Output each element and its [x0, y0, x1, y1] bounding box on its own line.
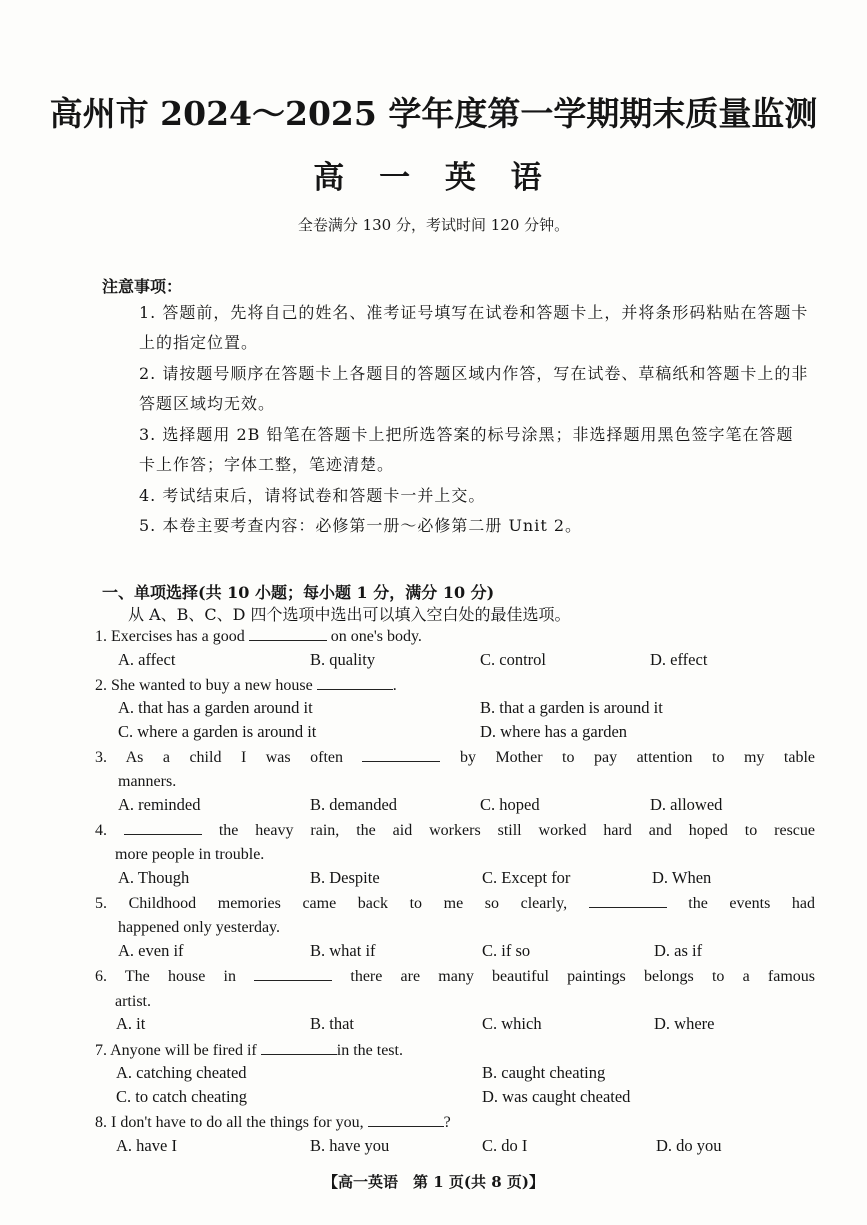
- q3-option-a: A. reminded: [118, 795, 201, 814]
- q5-option-b: B. what if: [310, 941, 376, 960]
- q6-option-a: A. it: [116, 1014, 146, 1033]
- q7-option-d: D. was caught cheated: [482, 1087, 631, 1106]
- q2-option-a: A. that has a garden around it: [118, 698, 313, 717]
- q3-option-b: B. demanded: [310, 795, 398, 814]
- q4-option-a: A. Though: [118, 868, 190, 887]
- question-1-stem: 1. Exercises has a good on one's body.: [95, 628, 422, 645]
- page-footer: 【高一英语 第 1 页(共 8 页)】: [323, 1173, 544, 1191]
- answer-blank: [589, 893, 667, 908]
- notice-item-5: 5. 本卷主要考查内容：必修第一册～必修第二册 Unit 2。: [139, 516, 583, 535]
- notice-item-2: 2. 请按题号顺序在答题卡上各题目的答题区域内作答，写在试卷、草稿纸和答题卡上的非答题区域均无效。: [139, 364, 809, 413]
- q1-option-b: B. quality: [310, 650, 376, 669]
- answer-blank: [124, 820, 202, 835]
- q7-option-a: A. catching cheated: [116, 1063, 247, 1082]
- section-heading: 一、单项选择(共 10 小题；每小题 1 分，满分 10 分): [102, 583, 495, 602]
- notice-item-4: 4. 考试结束后，请将试卷和答题卡一并上交。: [139, 486, 486, 505]
- q3-option-d: D. allowed: [650, 795, 723, 814]
- question-3-stem-line2: manners.: [118, 773, 177, 790]
- q3-option-c: C. hoped: [480, 795, 540, 814]
- question-6-stem: 6. The house in there are many beautiful paintings belongs to a famous: [95, 968, 815, 985]
- question-7-stem: 7. Anyone will be fired if in the test.: [95, 1042, 403, 1059]
- question-4-stem-line2: more people in trouble.: [115, 846, 265, 863]
- question-5-stem: 5. Childhood memories came back to me so clearly, the events had: [95, 895, 816, 912]
- q1-option-c: C. control: [480, 650, 546, 669]
- q1-option-a: A. affect: [118, 650, 176, 669]
- q5-option-a: A. even if: [118, 941, 184, 960]
- answer-blank: [368, 1112, 444, 1127]
- question-6-stem-line2: artist.: [115, 993, 151, 1010]
- subject-title: 高 一 英 语: [313, 160, 554, 196]
- q7-option-b: B. caught cheating: [482, 1063, 606, 1082]
- q4-option-c: C. Except for: [482, 868, 571, 887]
- question-2-stem: 2. She wanted to buy a new house .: [95, 677, 397, 694]
- notice-item-3: 3. 选择题用 2B 铅笔在答题卡上把所选答案的标号涂黑；非选择题用黑色签字笔在答题卡上作答；字体工整，笔迹清楚。: [139, 425, 794, 474]
- question-8-stem: 8. I don't have to do all the things for you, ?: [95, 1114, 451, 1131]
- exam-info: 全卷满分 130 分，考试时间 120 分钟。: [297, 216, 570, 234]
- answer-blank: [317, 675, 393, 690]
- q1-option-d: D. effect: [650, 650, 708, 669]
- q2-option-d: D. where has a garden: [480, 722, 628, 741]
- q2-option-b: B. that a garden is around it: [480, 698, 663, 717]
- q4-option-b: B. Despite: [310, 868, 380, 887]
- answer-blank: [261, 1040, 337, 1055]
- q2-option-c: C. where a garden is around it: [118, 722, 317, 741]
- exam-title: 高州市 2024～2025 学年度第一学期期末质量监测: [49, 94, 818, 133]
- q6-option-d: D. where: [654, 1014, 715, 1033]
- notice-item-1: 1. 答题前，先将自己的姓名、准考证号填写在试卷和答题卡上，并将条形码粘贴在答题卡上的指定位置。: [139, 303, 809, 352]
- q8-option-d: D. do you: [656, 1136, 722, 1155]
- question-5-stem-line2: happened only yesterday.: [118, 919, 281, 936]
- q4-option-d: D. When: [652, 868, 712, 887]
- question-4-stem: 4. the heavy rain, the aid workers still worked hard and hoped to rescue: [95, 822, 816, 839]
- answer-blank: [362, 747, 440, 762]
- section-instruction: 从 A、B、C、D 四个选项中选出可以填入空白处的最佳选项。: [128, 605, 571, 624]
- q8-option-a: A. have I: [116, 1136, 177, 1155]
- q5-option-c: C. if so: [482, 941, 531, 960]
- question-3-stem: 3. As a child I was often by Mother to pay attention to my table: [95, 749, 815, 766]
- q6-option-b: B. that: [310, 1014, 354, 1033]
- answer-blank: [249, 626, 327, 641]
- answer-blank: [254, 966, 332, 981]
- q6-option-c: C. which: [482, 1014, 542, 1033]
- q5-option-d: D. as if: [654, 941, 703, 960]
- q8-option-b: B. have you: [310, 1136, 390, 1155]
- q8-option-c: C. do I: [482, 1136, 528, 1155]
- notice-heading: 注意事项：: [102, 277, 183, 296]
- q7-option-c: C. to catch cheating: [116, 1087, 248, 1106]
